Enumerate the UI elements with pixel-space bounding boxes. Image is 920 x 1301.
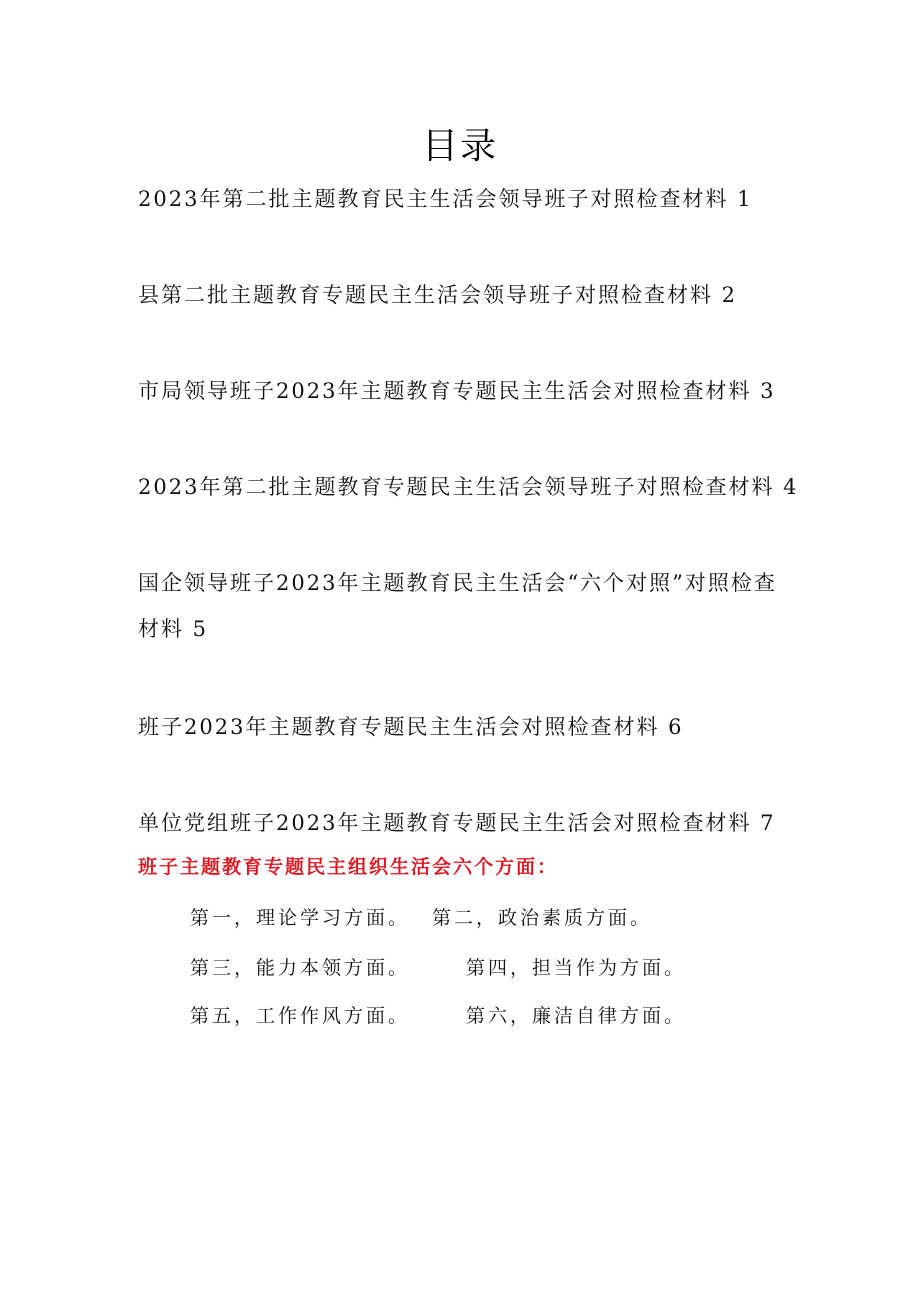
toc-item[interactable]: 2023年第二批主题教育民主生活会领导班子对照检查材料 1 (138, 187, 753, 211)
toc-item[interactable]: 国企领导班子2023年主题教育民主生活会“六个对照”对照检查材料 5 (138, 571, 777, 641)
toc-item[interactable]: 县第二批主题教育专题民主生活会领导班子对照检查材料 2 (138, 283, 738, 307)
aspect-item: 第六，廉洁自律方面。 (466, 1005, 687, 1027)
aspect-row (190, 1001, 686, 1028)
aspect-row (190, 903, 652, 930)
aspect-item: 第二，政治素质方面。 (432, 907, 653, 929)
aspect-item: 第五，工作作风方面。 (190, 1005, 411, 1027)
page-title: 目录 (421, 126, 498, 167)
toc-item[interactable]: 单位党组班子2023年主题教育专题民主生活会对照检查材料 7 (138, 811, 776, 835)
toc-item[interactable]: 市局领导班子2023年主题教育专题民主生活会对照检查材料 3 (138, 379, 776, 403)
aspects-heading: 班子主题教育专题民主组织生活会六个方面： (138, 856, 559, 878)
aspect-item: 第一，理论学习方面。 (190, 907, 411, 929)
toc-item[interactable]: 班子2023年主题教育专题民主生活会对照检查材料 6 (138, 715, 684, 739)
aspect-item: 第三，能力本领方面。 (190, 957, 411, 979)
toc-item[interactable]: 2023年第二批主题教育专题民主生活会领导班子对照检查材料 4 (138, 475, 799, 499)
aspect-row (190, 953, 686, 980)
aspect-item: 第四，担当作为方面。 (466, 957, 687, 979)
